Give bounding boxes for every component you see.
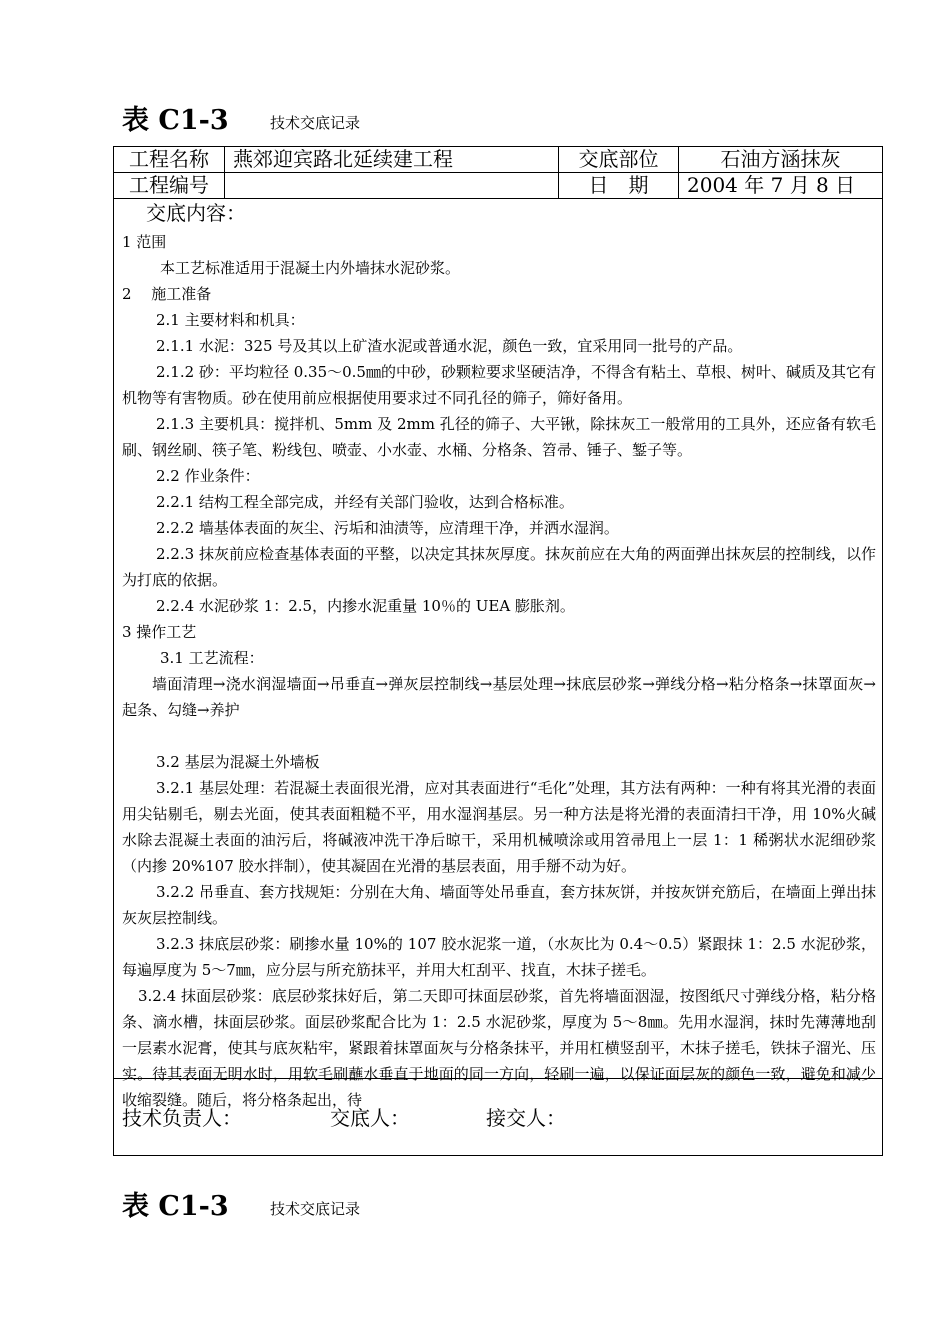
subsection-heading: 3.1 工艺流程： bbox=[160, 649, 264, 667]
paragraph: 3.2.2 吊垂直、套方找规矩：分别在大角、墙面等处吊垂直，套方抹灰饼，并按灰饼充筋后，在墙面上弹出抹灰灰层控制线。 bbox=[122, 883, 876, 927]
subsection-heading: 3.2 基层为混凝土外墙板 bbox=[156, 753, 320, 771]
project-name-value: 燕郊迎宾路北延续建工程 bbox=[224, 147, 558, 172]
project-no-value bbox=[224, 173, 558, 198]
project-no-label: 工程编号 bbox=[129, 173, 209, 197]
tech-lead-label: 技术负责人： bbox=[122, 1106, 242, 1130]
table-title: 技术交底记录 bbox=[270, 1200, 361, 1218]
section-heading: 2 施工准备 bbox=[122, 285, 212, 303]
section-heading: 1 范围 bbox=[122, 233, 167, 251]
paragraph: 2.2.4 水泥砂浆 1：2.5，内掺水泥重量 10％的 UEA 膨胀剂。 bbox=[156, 597, 575, 615]
paragraph: 本工艺标准适用于混凝土内外墙抹水泥砂浆。 bbox=[160, 259, 461, 277]
date-value: 2004 年 7 月 8 日 bbox=[678, 173, 882, 198]
table-number: 表 C1-3 bbox=[122, 1191, 229, 1222]
paragraph: 2.1.1 水泥：325 号及其以上矿渣水泥或普通水泥，颜色一致，宜采用同一批号的产品。 bbox=[156, 337, 743, 355]
date-label: 日 期 bbox=[558, 173, 678, 198]
location-label: 交底部位 bbox=[558, 147, 678, 172]
record-form bbox=[113, 146, 883, 1156]
content-title: 交底内容： bbox=[146, 201, 246, 225]
project-name-label: 工程名称 bbox=[129, 147, 209, 171]
content-section bbox=[114, 199, 882, 1109]
paragraph: 2.2.2 墙基体表面的灰尘、污垢和油渍等，应清理干净，并洒水湿润。 bbox=[156, 519, 619, 537]
header-row-1 bbox=[114, 147, 882, 173]
receiver-label: 接交人： bbox=[486, 1106, 566, 1130]
section-heading: 3 操作工艺 bbox=[122, 623, 197, 641]
subsection-heading: 2.1 主要材料和机具： bbox=[156, 311, 305, 329]
paragraph: 2.1.3 主要机具：搅拌机、5mm 及 2mm 孔径的筛子、大平锹，除抹灰工一般常用的工具外，还应备有软毛刷、钢丝刷、筷子笔、粉线包、喷壶、小水壶、水桶、分格条、笤帚、锤子、錾子等。 bbox=[122, 415, 876, 459]
paragraph: 2.1.2 砂：平均粒径 0.35～0.5㎜的中砂，砂颗粒要求坚硬洁净，不得含有粘土、草根、树叶、碱质及其它有机物等有害物质。砂在使用前应根据使用要求过不同孔径的筛子，筛好备用。 bbox=[122, 363, 876, 407]
paragraph: 2.2.1 结构工程全部完成，并经有关部门验收，达到合格标准。 bbox=[156, 493, 574, 511]
presenter-label: 交底人： bbox=[330, 1106, 410, 1130]
location-value: 石油方涵抹灰 bbox=[678, 147, 882, 172]
paragraph: 2.2.3 抹灰前应检查基体表面的平整，以决定其抹灰厚度。抹灰前应在大角的两面弹出抹灰层的控制线，以作为打底的依据。 bbox=[122, 545, 876, 589]
subsection-heading: 2.2 作业条件： bbox=[156, 467, 260, 485]
table-number: 表 C1-3 bbox=[122, 105, 229, 136]
process-flow: 墙面清理→浇水润湿墙面→吊垂直→弹灰层控制线→基层处理→抹底层砂浆→弹线分格→粘分格条→抹罩面灰→起条、勾缝→养护 bbox=[122, 675, 876, 719]
paragraph: 3.2.4 抹面层砂浆：底层砂浆抹好后，第二天即可抹面层砂浆，首先将墙面洇湿，按图纸尺寸弹线分格，粘分格条、滴水槽，抹面层砂浆。面层砂浆配合比为 1：2.5 水泥砂浆，厚度为 5～8㎜。先用水湿润，抹时先薄薄地刮一层素水泥膏，使其与底灰粘牢，紧跟着抹罩面灰与分格条抹平，并用杠横竖刮平，木抹子搓毛，铁抹子溜光、压实。待其表面无明水时，用软毛刷蘸水垂直于地面的同一方向，轻刷一遍，以保证面层灰的颜色一致，避免和减少收缩裂缝。随后，将分格条起出，待 bbox=[122, 987, 876, 1109]
table-title: 技术交底记录 bbox=[270, 114, 361, 132]
paragraph: 3.2.3 抹底层砂浆：刷掺水量 10%的 107 胶水泥浆一道，（水灰比为 0.4～0.5）紧跟抹 1：2.5 水泥砂浆，每遍厚度为 5～7㎜，应分层与所充筋抹平，并用大杠刮平、找直，木抹子搓毛。 bbox=[122, 935, 876, 979]
paragraph: 3.2.1 基层处理：若混凝土表面很光滑，应对其表面进行“毛化”处理，其方法有两种：一种有将其光滑的表面用尖钻剔毛，剔去光面，使其表面粗糙不平，用水湿润基层。另一种方法是将光滑的表面清扫干净，用 10%火碱水除去混凝土表面的油污后，将碱液冲洗干净后晾干，采用机械喷涂或用笤帚甩上一层 1：1 稀粥状水泥细砂浆（内掺 20%107 胶水拌制），使其凝固在光滑的基层表面，用手掰不动为好。 bbox=[122, 779, 876, 875]
header-row-2 bbox=[114, 173, 882, 199]
